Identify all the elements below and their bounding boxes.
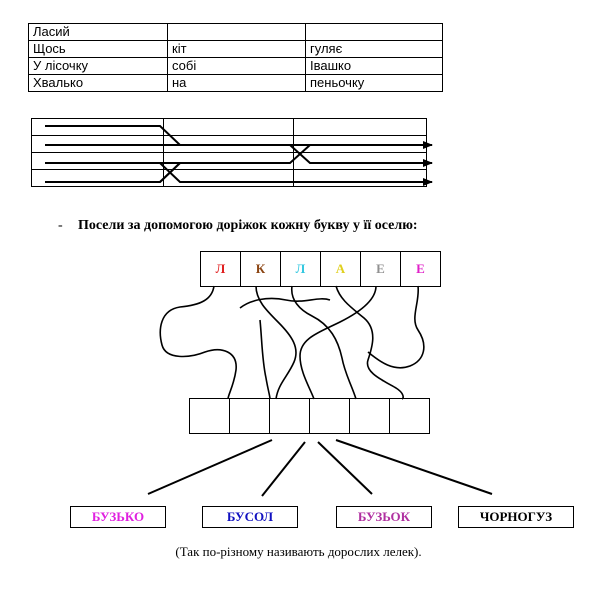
answer-box[interactable] [229,399,269,433]
option-label: БУЗЬКО [91,509,145,524]
letter: К [255,261,266,276]
table-row [29,41,443,58]
path-grid [31,118,427,187]
letter-box [240,252,280,286]
fan-lines [148,440,492,496]
letter: А [335,261,346,276]
letter-box [400,252,440,286]
table-row [29,75,443,92]
fan-line [336,440,492,494]
answer-box[interactable] [349,399,389,433]
letter: Е [376,261,385,276]
letter-box [360,252,400,286]
table-cell: Ласий [29,24,168,41]
table-cell: Івашко [306,58,443,75]
option-label: БУСОЛ [226,509,274,524]
option-label: ЧОРНОГУЗ [479,509,553,524]
tangled-path [336,286,403,399]
table-cell: Щось [29,41,168,58]
tangled-path [368,286,424,368]
letter: Л [295,261,306,276]
table-cell: на [168,75,306,92]
table-row [29,24,443,41]
answer-box[interactable] [269,399,309,433]
caption: (Так по-різному називають дорослих лелек). [175,544,422,559]
fan-line [318,442,372,494]
table-cell [168,24,306,41]
table-cell: кіт [168,41,306,58]
answer-box[interactable] [309,399,349,433]
letter-boxes [200,251,441,287]
tangled-path [260,320,270,399]
table-cell [306,24,443,41]
table-cell: Хвалько [29,75,168,92]
option-label: БУЗЬОК [357,509,411,524]
table-cell: У лісочку [29,58,168,75]
tangled-path [160,286,236,399]
fan-line [148,440,272,494]
table-cell: пеньочку [306,75,443,92]
instruction [58,218,418,234]
tangled-path [256,286,296,399]
word-table [28,23,443,92]
table-row [29,58,443,75]
instruction-dash: - [58,218,63,233]
option-busol[interactable] [202,506,298,528]
answer-box[interactable] [190,399,229,433]
fan-line [262,442,305,496]
letter: Л [215,261,226,276]
option-buzok[interactable] [336,506,432,528]
table-cell: гуляє [306,41,443,58]
tangled-path [240,298,330,308]
letter-box [320,252,360,286]
letter-box [201,252,240,286]
option-chornoguz[interactable] [458,506,574,528]
tangled-paths [160,286,424,399]
table-cell: собі [168,58,306,75]
option-buzko[interactable] [70,506,166,528]
letter: Е [416,261,425,276]
instruction-text: Посели за допомогою доріжок кожну букву у її оселю: [78,218,418,233]
answer-box[interactable] [389,399,429,433]
tangled-path [300,286,376,399]
letter-box [280,252,320,286]
tangled-path [292,286,356,399]
answer-boxes [189,398,430,434]
